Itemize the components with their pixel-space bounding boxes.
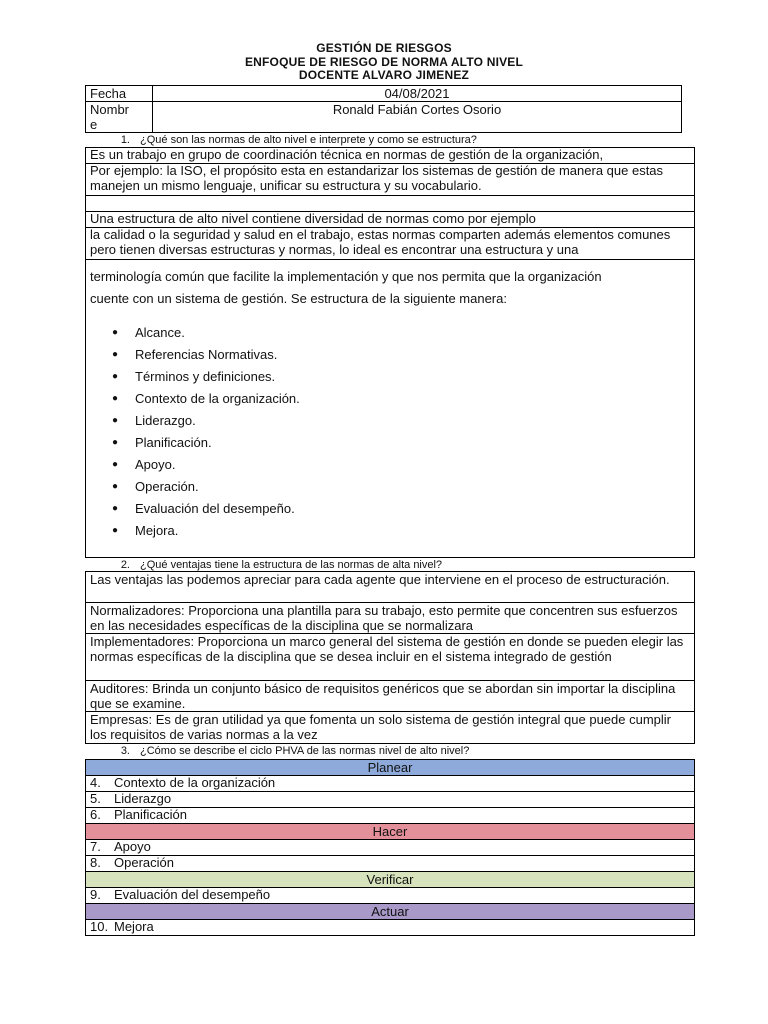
title-docente: DOCENTE ALVARO JIMENEZ <box>298 68 470 82</box>
bullet-icon: ● <box>112 525 119 536</box>
question-1-text: ¿Qué son las normas de alto nivel e interprete y como se estructura? <box>140 134 477 146</box>
q1-row-1: Es un trabajo en grupo de coordinación técnica en normas de gestión de la organización, <box>85 147 695 164</box>
q2-row-empresas: Empresas: Es de gran utilidad ya que fomenta un solo sistema de gestión integral que puede cumplir los requisitos de varias normas a la vez <box>85 711 695 744</box>
phva-hacer: Hacer <box>85 823 695 840</box>
bullet-icon: ● <box>112 371 119 382</box>
phva-item: 4. Contexto de la organización <box>85 775 695 792</box>
phva-actuar: Actuar <box>85 903 695 920</box>
phva-item: 5. Liderazgo <box>85 791 695 808</box>
list-item: ● Evaluación del desempeño. <box>110 498 300 520</box>
bullet-icon: ● <box>112 503 119 514</box>
document-header <box>0 42 768 83</box>
list-item: ● Operación. <box>110 476 300 498</box>
list-item: ● Planificación. <box>110 432 300 454</box>
structure-bullet-list <box>110 322 300 542</box>
bullet-icon: ● <box>112 415 119 426</box>
bullet-icon: ● <box>112 481 119 492</box>
q1-row-4: la calidad o la seguridad y salud en el trabajo, estas normas comparten además elementos comunes pero tienen diversas estructuras y normas, lo ideal es encontrar una estructura y una <box>85 227 695 260</box>
phva-planear: Planear <box>85 759 695 776</box>
list-item: ● Alcance. <box>110 322 300 344</box>
list-item: ● Contexto de la organización. <box>110 388 300 410</box>
fecha-label: Fecha <box>86 86 153 102</box>
q1-row-2: Por ejemplo: la ISO, el propósito esta en estandarizar los sistemas de gestión de manera que estas manejen un mismo lenguaje, unificar su estructura y su vocabulario. <box>85 163 695 196</box>
question-2-text: ¿Qué ventajas tiene la estructura de las normas de alta nivel? <box>140 559 443 571</box>
q1-row-empty <box>85 195 695 212</box>
q2-row-intro: Las ventajas las podemos apreciar para cada agente que interviene en el proceso de estructuración. <box>85 571 695 603</box>
q1-row-3: Una estructura de alto nivel contiene diversidad de normas como por ejemplo <box>85 211 695 228</box>
info-table <box>85 85 682 133</box>
bullet-icon: ● <box>112 349 119 360</box>
q2-row-auditores: Auditores: Brinda un conjunto básico de requisitos genéricos que se abordan sin importar la disciplina que se examine. <box>85 680 695 712</box>
phva-item: 10. Mejora <box>85 919 695 936</box>
q1-paragraph-line-1: terminología común que facilite la implementación y que nos permita que la organización <box>90 269 602 284</box>
question-3-number: 3. <box>120 745 130 757</box>
nombre-label: Nombr e <box>86 102 153 133</box>
q2-row-normalizadores: Normalizadores: Proporciona una plantilla para su trabajo, esto permite que concentren sus esfuerzos en las necesidades específicas de la disciplina que se normalizara <box>85 602 695 634</box>
list-item: ● Mejora. <box>110 520 300 542</box>
list-item: ● Liderazgo. <box>110 410 300 432</box>
question-3 <box>112 745 469 757</box>
question-1-number: 1. <box>120 134 130 146</box>
bullet-icon: ● <box>112 437 119 448</box>
q1-paragraph <box>90 266 690 310</box>
phva-item: 6. Planificación <box>85 807 695 824</box>
fecha-value: 04/08/2021 <box>153 86 682 102</box>
q2-row-implementadores: Implementadores: Proporciona un marco general del sistema de gestión en donde se pueden elegir las normas específicas de la disciplina que se desea incluir en el sistema integrado de gestión <box>85 633 695 681</box>
phva-item: 7. Apoyo <box>85 839 695 856</box>
phva-item: 9. Evaluación del desempeño <box>85 887 695 904</box>
bullet-icon: ● <box>112 327 119 338</box>
bullet-icon: ● <box>112 393 119 404</box>
question-2 <box>112 559 442 571</box>
phva-verificar: Verificar <box>85 871 695 888</box>
question-3-text: ¿Cómo se describe el ciclo PHVA de las normas nivel de alto nivel? <box>140 745 470 757</box>
q1-paragraph-line-2: cuente con un sistema de gestión. Se estructura de la siguiente manera: <box>90 291 507 306</box>
title-enfoque: ENFOQUE DE RIESGO DE NORMA ALTO NIVEL <box>244 54 524 69</box>
list-item: ● Apoyo. <box>110 454 300 476</box>
bullet-icon: ● <box>112 459 119 470</box>
nombre-value: Ronald Fabián Cortes Osorio <box>153 102 682 133</box>
list-item: ● Referencias Normativas. <box>110 344 300 366</box>
title-gestion: GESTIÓN DE RIESGOS <box>316 41 452 55</box>
question-1 <box>112 134 477 146</box>
list-item: ● Términos y definiciones. <box>110 366 300 388</box>
phva-item: 8. Operación <box>85 855 695 872</box>
question-2-number: 2. <box>120 559 130 571</box>
